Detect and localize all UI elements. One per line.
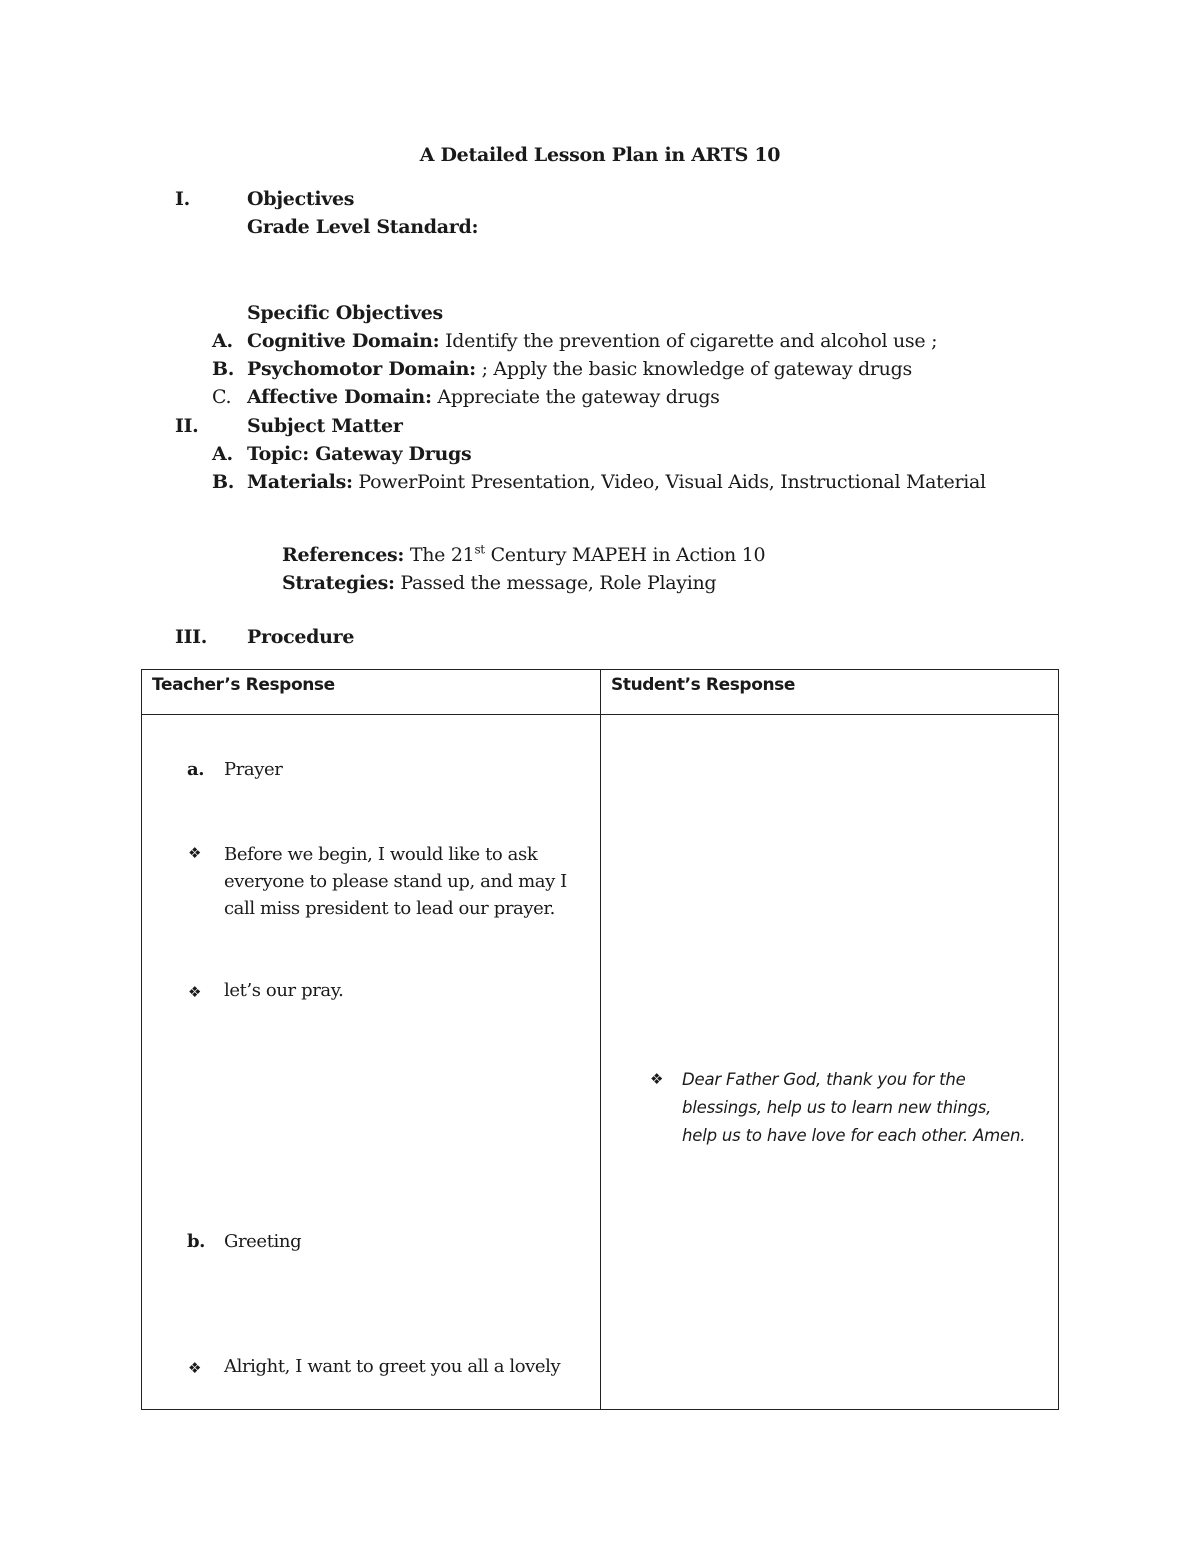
objective-label: Affective Domain:	[247, 386, 432, 408]
objective-letter: A.	[212, 330, 233, 352]
objective-label: Psychomotor Domain:	[247, 358, 476, 380]
objective-cognitive-text	[247, 330, 937, 352]
materials-label: Materials:	[247, 471, 353, 493]
specific-objectives-heading: Specific Objectives	[247, 302, 443, 324]
topic-letter: A.	[212, 443, 233, 465]
objective-letter: C.	[212, 386, 232, 408]
objective-text: ; Apply the basic knowledge of gateway drugs	[475, 358, 912, 380]
materials-letter: B.	[212, 471, 235, 493]
bullet-diamond-icon: ❖	[188, 844, 202, 862]
objective-psychomotor-text	[247, 358, 912, 380]
objective-item-cognitive	[212, 330, 233, 352]
strategies-value: Passed the message, Role Playing	[394, 572, 717, 594]
strategies-label: Strategies:	[282, 572, 395, 594]
document-title: A Detailed Lesson Plan in ARTS 10	[419, 144, 781, 166]
strategies-line	[282, 572, 716, 594]
references-post: Century MAPEH in Action 10	[484, 544, 766, 566]
bullet-diamond-icon: ❖	[650, 1070, 664, 1088]
references-label: References:	[282, 544, 405, 566]
grade-level-standard-label: Grade Level Standard:	[247, 216, 479, 238]
references-line	[282, 544, 765, 566]
greeting-label: Greeting	[224, 1231, 302, 1252]
topic-text: Topic: Gateway Drugs	[247, 443, 472, 465]
prayer-letter: a.	[187, 759, 205, 780]
section-numeral-objectives: I.	[175, 188, 190, 210]
teacher-greeting-line: Alright, I want to greet you all a lovely	[224, 1356, 561, 1377]
references-sup: st	[474, 542, 485, 557]
materials-text	[247, 471, 986, 493]
objective-letter: B.	[212, 358, 235, 380]
objective-affective-text	[247, 386, 720, 408]
procedure-table	[141, 669, 1059, 1410]
section-numeral-procedure: III.	[175, 626, 208, 648]
bullet-diamond-icon: ❖	[188, 983, 202, 1001]
prayer-label: Prayer	[224, 759, 283, 780]
table-header-divider	[142, 714, 1058, 715]
objective-text: Appreciate the gateway drugs	[431, 386, 720, 408]
student-prayer-response: Dear Father God, thank you for the blessings, help us to learn new things, help us to have love for each other. Amen.	[682, 1070, 1026, 1145]
materials-value: PowerPoint Presentation, Video, Visual Aids, Instructional Material	[352, 471, 986, 493]
table-column-divider	[600, 670, 601, 1409]
bullet-diamond-icon: ❖	[188, 1359, 202, 1377]
table-header-teacher: Teacher’s Response	[152, 675, 335, 695]
section-heading-objectives: Objectives	[247, 188, 355, 210]
objective-item-psychomotor	[212, 358, 234, 380]
objective-text: Identify the prevention of cigarette and alcohol use ;	[439, 330, 938, 352]
section-numeral-subject-matter: II.	[175, 415, 199, 437]
greeting-letter: b.	[187, 1231, 206, 1252]
objective-item-affective	[212, 386, 231, 408]
section-heading-subject-matter: Subject Matter	[247, 415, 403, 437]
table-header-student: Student’s Response	[611, 675, 796, 695]
objective-label: Cognitive Domain:	[247, 330, 440, 352]
teacher-pray-line: let’s our pray.	[224, 980, 344, 1001]
references-pre: The 21	[404, 544, 475, 566]
teacher-prayer-instruction: Before we begin, I would like to ask everyone to please stand up, and may I call miss president to lead our prayer.	[224, 844, 567, 919]
section-heading-procedure: Procedure	[247, 626, 355, 648]
